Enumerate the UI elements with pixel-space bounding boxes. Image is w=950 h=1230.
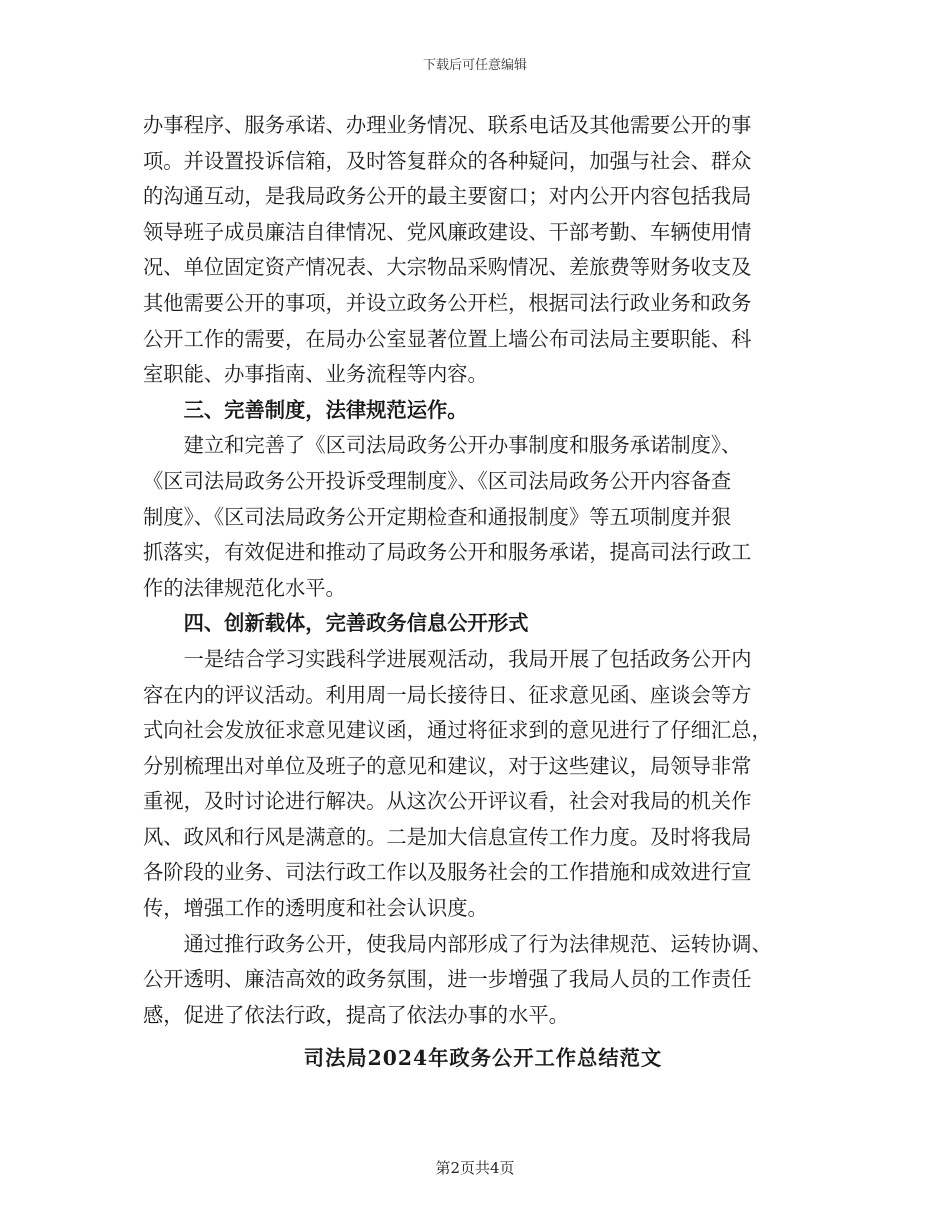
text-line: 风、政风和行风是满意的。二是加大信息宣传工作力度。及时将我局 <box>143 824 752 849</box>
text-line: 建立和完善了《区司法局政务公开办事制度和服务承诺制度》、 <box>183 433 742 458</box>
text-line: 办事程序、服务承诺、办理业务情况、联系电话及其他需要公开的事 <box>143 113 752 137</box>
text-line: 公开透明、廉洁高效的政务氛围，进一步增强了我局人员的工作责任 <box>143 967 752 992</box>
section-heading <box>143 606 823 642</box>
text-line: 制度》、《区司法局政务公开定期检查和通报制度》等五项制度并狠 <box>143 504 732 529</box>
text-line: 分别梳理出对单位及班子的意见和建议，对于这些建议，局领导非常 <box>143 753 752 778</box>
text-line: 各阶段的业务、司法行政工作以及服务社会的工作措施和成效进行宣 <box>143 860 752 885</box>
text-line: 容在内的评议活动。利用周一局长接待日、征求意见函、座谈会等方 <box>143 682 752 707</box>
text-line: 其他需要公开的事项，并设立政务公开栏，根据司法行政业务和政务 <box>143 290 752 315</box>
text-line: 感，促进了依法行政，提高了依法办事的水平。 <box>143 1002 569 1027</box>
text-line: 的沟通互动，是我局政务公开的最主要窗口；对内公开内容包括我局 <box>143 184 752 209</box>
text-line: 四、创新载体，完善政务信息公开形式 <box>183 611 529 636</box>
body-paragraph <box>143 927 823 1034</box>
text-line: 通过推行政务公开，使我局内部形成了行为法律规范、运转协调、 <box>183 931 772 956</box>
text-line: 《区司法局政务公开投诉受理制度》、《区司法局政务公开内容备查 <box>143 468 732 493</box>
document-title: 司法局2024年政务公开工作总结范文 <box>303 1046 663 1071</box>
body-paragraph <box>143 642 823 927</box>
text-line: 传，增强工作的透明度和社会认识度。 <box>143 896 488 921</box>
text-line: 公开工作的需要，在局办公室显著位置上墙公布司法局主要职能、科 <box>143 326 752 351</box>
text-line: 重视，及时讨论进行解决。从这次公开评议看，社会对我局的机关作 <box>143 789 752 814</box>
text-line: 抓落实，有效促进和推动了局政务公开和服务承诺，提高司法行政工 <box>143 540 752 565</box>
text-line: 况、单位固定资产情况表、大宗物品采购情况、差旅费等财务收支及 <box>143 255 752 280</box>
section-heading <box>143 393 823 429</box>
text-line: 三、完善制度，法律规范运作。 <box>183 397 468 422</box>
text-line: 式向社会发放征求意见建议函，通过将征求到的意见进行了仔细汇总， <box>143 718 772 743</box>
text-line: 领导班子成员廉洁自律情况、党风廉政建设、干部考勤、车辆使用情 <box>143 219 752 244</box>
page-header: 下载后可任意编辑 <box>422 58 527 73</box>
page-footer: 第2页共4页 <box>435 1159 515 1177</box>
document-body <box>143 108 823 1077</box>
text-line: 一是结合学习实践科学进展观活动，我局开展了包括政务公开内 <box>183 646 752 671</box>
text-line: 项。并设置投诉信箱，及时答复群众的各种疑问，加强与社会、群众 <box>143 148 752 173</box>
body-paragraph <box>143 108 823 393</box>
body-paragraph <box>143 428 823 606</box>
text-line: 作的法律规范化水平。 <box>143 575 346 600</box>
text-line: 室职能、办事指南、业务流程等内容。 <box>143 362 488 387</box>
